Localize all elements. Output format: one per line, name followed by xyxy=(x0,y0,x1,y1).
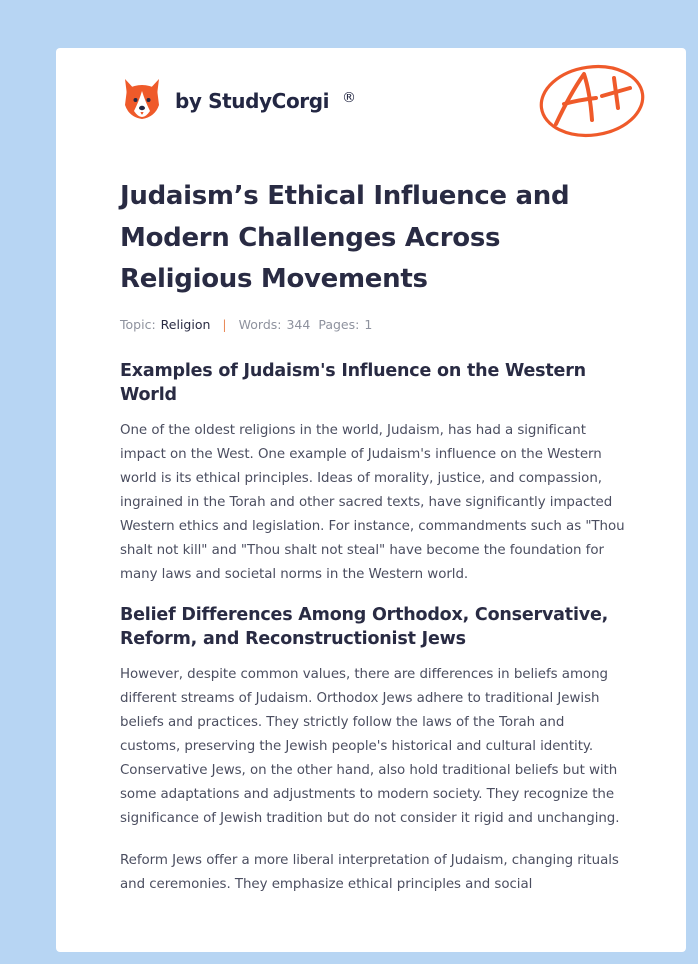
topic-label: Topic: xyxy=(120,316,156,332)
article-meta xyxy=(120,317,628,332)
section-paragraph: However, despite common values, there are differences in beliefs among different streams of Judaism. Orthodox Jews adhere to traditional Jewish beliefs and practices. They strictly follow the laws of the Torah and customs, preserving the Jewish people's historical and cultural identity. Conservative Jews, on the other hand, also hold traditional beliefs but with some adaptations and adjustments to modern society. They recognize the significance of Jewish tradition but do not consider it rigid and unchanging. xyxy=(120,666,620,826)
article xyxy=(120,176,628,897)
pages-count: 1 xyxy=(364,316,373,332)
words-count: 344 xyxy=(286,316,311,332)
registered-mark: ® xyxy=(342,90,356,106)
topic-link[interactable]: Religion xyxy=(160,316,211,332)
brand-logo[interactable] xyxy=(122,76,356,122)
meta-separator: | xyxy=(222,316,227,332)
section-heading: Examples of Judaism's Influence on the Western World xyxy=(120,360,586,405)
pages-label: Pages: xyxy=(318,316,360,332)
corgi-logo-icon xyxy=(122,77,162,121)
brand-name: by StudyCorgi xyxy=(175,89,330,113)
words-label: Words: xyxy=(238,316,282,332)
document-page xyxy=(56,48,686,952)
a-plus-grade-icon xyxy=(538,58,650,140)
section-paragraph: One of the oldest religions in the world, Judaism, has had a significant impact on the West. One example of Judaism's influence on the Western world is its ethical principles. Ideas of morality, justice, and compassion, ingrained in the Torah and other sacred texts, have significantly impacted Western ethics and legislation. For instance, commandments such as "Thou shalt not kill" and "Thou shalt not steal" have become the foundation for many laws and societal norms in the Western world. xyxy=(120,422,625,582)
article-title: Judaism’s Ethical Influence and Modern Challenges Across Religious Movements xyxy=(120,181,570,294)
section-paragraph: Reform Jews offer a more liberal interpretation of Judaism, changing rituals and ceremonies. They emphasize ethical principles and social xyxy=(120,852,619,892)
section-heading: Belief Differences Among Orthodox, Conservative, Reform, and Reconstructionist Jews xyxy=(120,604,609,649)
